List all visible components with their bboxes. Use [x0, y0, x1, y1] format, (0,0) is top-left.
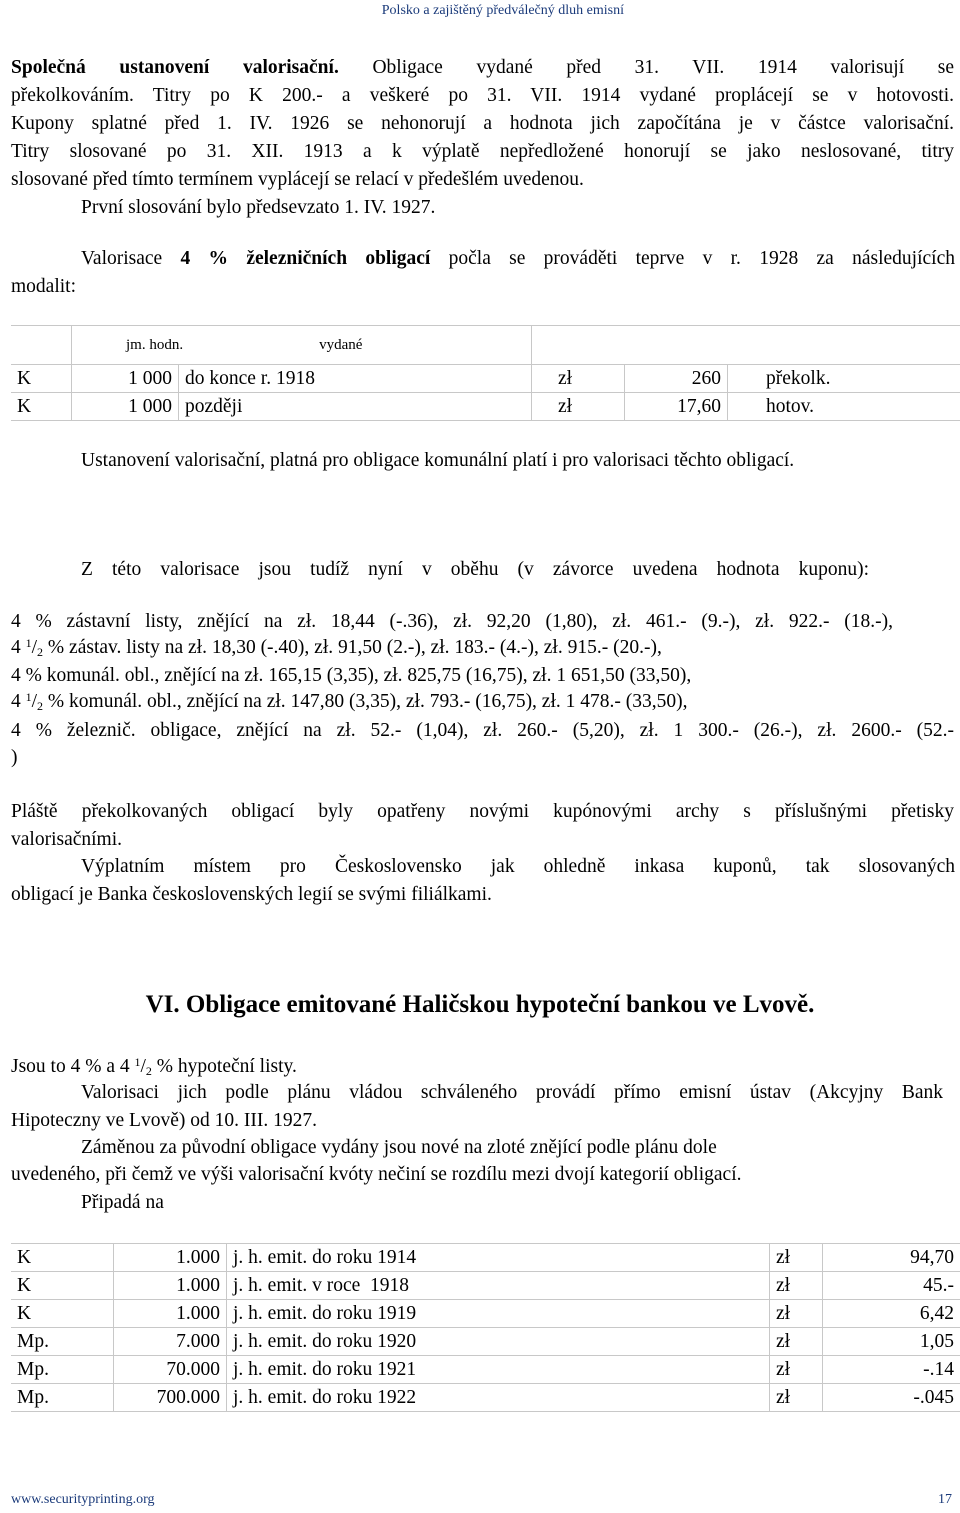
para1-line3: Kupony splatné před 1. IV. 1926 se nehonorují a hodnota jich započítána je v částce valorisační. — [11, 113, 954, 134]
table-row: Mp. 70.000 j. h. emit. do roku 1921 zł -.14 — [11, 1356, 960, 1384]
list-item: 4 % zástavní listy, znějící na zł. 18,44 (-.36), zł. 92,20 (1,80), zł. 461.- (9.-), zł. 922.- (18.-), — [11, 611, 893, 632]
para4: Z této valorisace jsou tudíž nyní v oběhu (v závorce uvedena hodnota kuponu): — [81, 559, 869, 580]
para5-line4: obligací je Banka československých legií se svými filiálkami. — [11, 884, 492, 905]
running-header: Polsko a zajištěný předválečný dluh emisní — [381, 3, 624, 18]
para1-last: První slosování bylo předsevzato 1. IV. 1927. — [81, 197, 436, 218]
para6-line6: Připadá na — [81, 1192, 164, 1213]
list-item: 4 % železnič. obligace, znějící na zł. 52.- (1,04), zł. 260.- (5,20), zł. 1 300.- (26.-), zł. 2600.- (52.- — [11, 720, 954, 741]
table-row: K 1 000 do konce r. 1918 zł 260 překolk. — [11, 365, 960, 393]
para3: Ustanovení valorisační, platná pro obligace komunální platí i pro valorisaci těchto obligací. — [81, 450, 795, 471]
table-row: K 1.000 j. h. emit. do roku 1914 zł 94,70 — [11, 1244, 960, 1272]
table-row: K 1.000 j. h. emit. v roce 1918 zł 45.- — [11, 1272, 960, 1300]
para5-line2: valorisačními. — [11, 829, 123, 850]
section-title: VI. Obligace emitované Haličskou hypoteční bankou ve Lvově. — [145, 991, 815, 1018]
para6-line4: Záměnou za původní obligace vydány jsou nové na zloté znějící podle plánu dole — [81, 1137, 717, 1158]
para2-line2: modalit: — [11, 276, 76, 297]
para1-line2: překolkováním. Titry po K 200.- a veškeré po 31. VII. 1914 vydané proplácejí se v hotovosti. — [11, 85, 954, 106]
para1-line4: Titry slosované po 31. XII. 1913 a k výplatě nepředložené honorují se jako neslosované, titry — [11, 141, 954, 162]
para5-line1: Pláště překolkovaných obligací byly opatřeny novými kupónovými archy s příslušnými přetisky — [11, 801, 954, 822]
para5-line3: Výplatním místem pro Československo jak ohledně inkasa kuponů, tak slosovaných — [81, 856, 955, 877]
para6-line5: uvedeného, při čemž ve výši valorisační kvóty nečiní se rozdílu mezi dvojí kategorií obligací. — [11, 1164, 742, 1185]
page-number: 17 — [938, 1492, 952, 1507]
bold-heading: Společná ustanovení valorisační. — [11, 57, 339, 78]
denomination-table-1 — [11, 325, 960, 421]
table-row: K 1 000 později zł 17,60 hotov. — [11, 393, 960, 421]
table-row: K 1.000 j. h. emit. do roku 1919 zł 6,42 — [11, 1300, 960, 1328]
list-item: 4 $^1/_2$ % komunál. obl., znějící na zł. 147,80 (3,35), zł. 793.- (16,75), zł. 1 478.- (33,50), — [11, 690, 688, 713]
para6-line2: Valorisaci jich podle plánu vládou schváleného provádí přímo emisní ústav (Akcyjny Bank — [81, 1082, 943, 1103]
para6-line1: Jsou to 4 % a 4 $^1/_2$ % hypoteční listy. — [11, 1055, 297, 1078]
table-row: Mp. 700.000 j. h. emit. do roku 1922 zł -.045 — [11, 1384, 960, 1412]
list-item: 4 % komunál. obl., znějící na zł. 165,15 (3,35), zł. 825,75 (16,75), zł. 1 651,50 (33,50), — [11, 665, 692, 686]
list-item: ) — [11, 747, 18, 768]
header-vydane: vydané — [319, 336, 363, 353]
footer-url[interactable]: www.securityprinting.org — [11, 1492, 155, 1507]
denomination-table-2 — [11, 1243, 960, 1412]
bold-term: 4 % železničních obligací — [180, 248, 431, 269]
para6-line3: Hipoteczny ve Lvově) od 10. III. 1927. — [11, 1110, 317, 1131]
para1-line1: Společná ustanovení valorisační. Obligace vydané před 31. VII. 1914 valorisují se — [11, 57, 955, 78]
para1-line5: slosované před tímto termínem vyplácejí se relací v předešlém uvedenou. — [11, 169, 584, 190]
table-row: Mp. 7.000 j. h. emit. do roku 1920 zł 1,05 — [11, 1328, 960, 1356]
table-header-row — [11, 326, 960, 365]
header-jm-hodn: jm. hodn. — [126, 336, 184, 353]
list-item: 4 $^1/_2$ % zástav. listy na zł. 18,30 (-.40), zł. 91,50 (2.-), zł. 183.- (4.-), zł. 915.- (20.-), — [11, 636, 662, 659]
para2-line1: Valorisace 4 % železničních obligací počla se prováděti teprve v r. 1928 za následujících — [81, 248, 955, 269]
